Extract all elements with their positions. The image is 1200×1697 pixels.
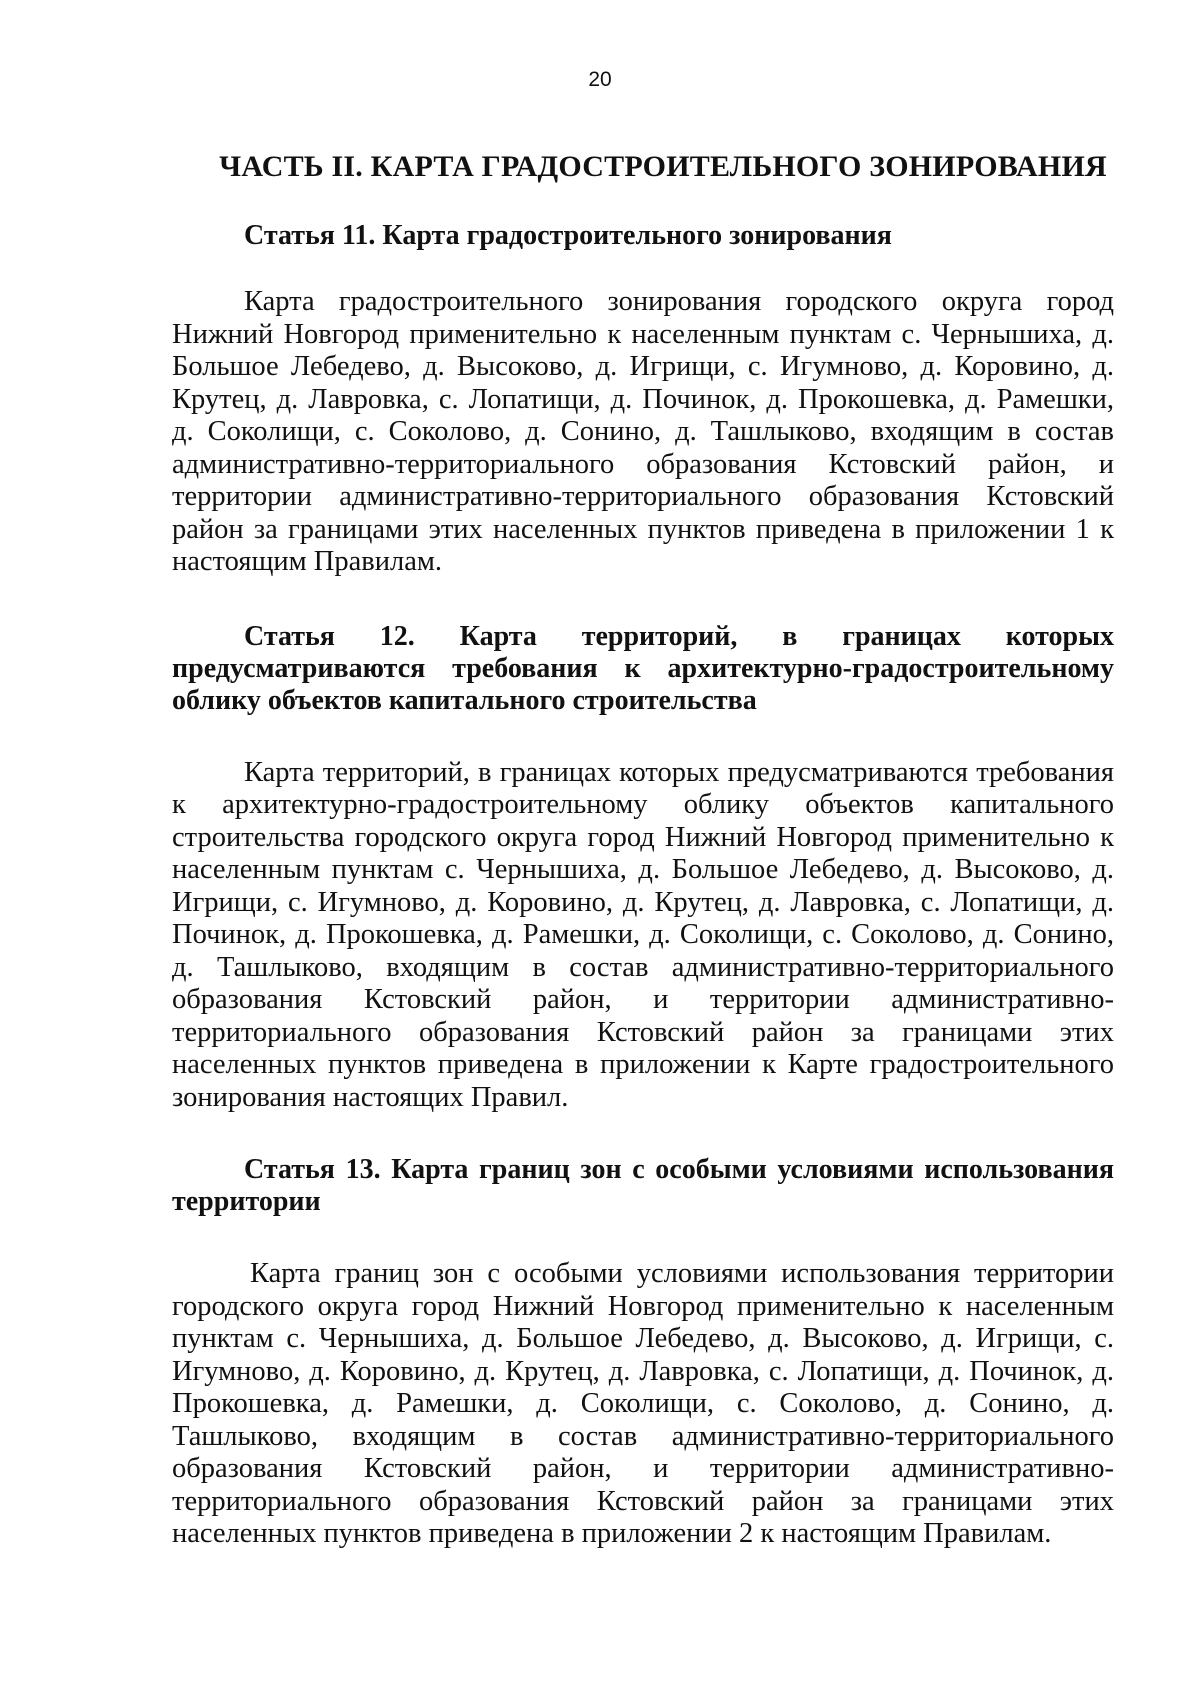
article-heading: Статья 11. Карта градостроительного зонирования (244, 220, 892, 251)
part-title: ЧАСТЬ II. КАРТА ГРАДОСТРОИТЕЛЬНОГО ЗОНИРОВАНИЯ (219, 150, 1107, 183)
page-content (172, 148, 1114, 1551)
article-paragraph: Карта градостроительного зонирования городского округа город Нижний Новгород применительно к населенным пунктам с. Чернышиха, д. Большое Лебедево, д. Высоково, д. Игрищи, с. Игумново, д. Коровино, д. Крутец, д. Лавровка, с. Лопатищи, д. Починок, д. Прокошевка, д. Рамешки, д. Соколищи, с. Соколово, д. Сонино, д. Ташлыково, входящим в состав административно-территориального образования Кстовский район, и территории административно-территориального образования Кстовский район за границами этих населенных пунктов приведена в приложении 1 к настоящим Правилам. (172, 286, 1114, 577)
article-heading: Статья 13. Карта границ зон с особыми условиями использования территории (172, 1154, 1114, 1217)
article-paragraph: Карта территорий, в границах которых предусматриваются требования к архитектурно-градостроительному облику объектов капитального строительства городского округа город Нижний Новгород применительно к населенным пунктам с. Чернышиха, д. Большое Лебедево, д. Высоково, д. Игрищи, с. Игумново, д. Коровино, д. Крутец, д. Лавровка, с. Лопатищи, д. Починок, д. Прокошевка, д. Рамешки, д. Соколищи, с. Соколово, д. Сонино, д. Ташлыково, входящим в состав административно-территориального образования Кстовский район, и территории административно-территориального образования Кстовский район за границами этих населенных пунктов приведена в приложении к Карте градостроительного зонирования настоящих Правил. (172, 756, 1114, 1113)
article-heading: Статья 12. Карта территорий, в границах которых предусматриваются требования к архитектурно-градостроительному облику объектов капитального строительства (172, 620, 1114, 716)
page-number: 20 (588, 68, 612, 91)
article-12 (172, 621, 1114, 1115)
article-paragraph: Карта границ зон с особыми условиями использования территории городского округа город Нижний Новгород применительно к населенным пунктам с. Чернышиха, д. Большое Лебедево, д. Высоково, д. Игрищи, с. Игумново, д. Коровино, д. Крутец, д. Лавровка, с. Лопатищи, д. Починок, д. Прокошевка, д. Рамешки, д. Соколищи, с. Соколово, д. Сонино, д. Ташлыково, входящим в состав административно-территориального образования Кстовский район, и территории административно-территориального образования Кстовский район за границами этих населенных пунктов приведена в приложении 2 к настоящим Правилам. (172, 1258, 1114, 1549)
article-11 (172, 220, 1114, 579)
article-13 (172, 1154, 1114, 1551)
